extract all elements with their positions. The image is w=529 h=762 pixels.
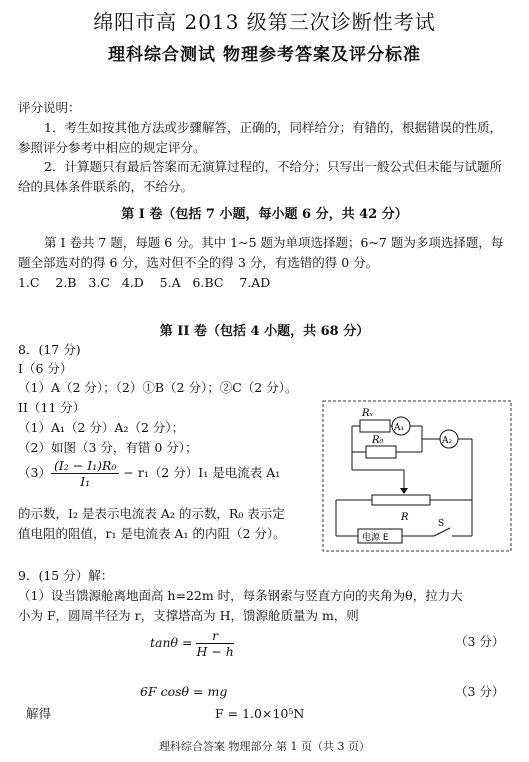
section1-title: 第 I 卷（包括 7 小题，每小题 6 分，共 42 分） [121, 207, 408, 222]
switch-label: S [438, 519, 445, 529]
section1-description: 第 I 卷共 7 题，每题 6 分。其中 1~5 题为单项选择题；6~7 题为多项选择题，每题全部选对的得 6 分，选对但不全的得 3 分，有选错的得 0 分。 [18, 235, 504, 270]
rx-label: Rₓ [362, 408, 374, 419]
q8-fraction [51, 458, 120, 489]
q9-heading: 9．(15 分）解： [18, 568, 114, 583]
slider-arrow [400, 488, 408, 494]
circuit-border [323, 401, 511, 551]
eq1-fraction [196, 628, 233, 659]
q8-part2-answer-1: （1）A₁（2 分）A₂（2 分）； [18, 420, 185, 435]
scoring-note-2: 2．计算题只有最后答案而无演算过程的，不给分；只写出一般公式但未能与试题所给的具体条件联系的，不给分。 [18, 159, 502, 194]
q8-part2-answer-3 [18, 458, 280, 489]
q8-part2-answer-3-suffix: − r₁（2 分）I₁ 是电流表 A₁ [119, 465, 281, 480]
r-label: R [401, 512, 409, 523]
eq1-denominator: H − h [196, 644, 234, 659]
q8-part1-heading: I（6 分） [18, 361, 73, 376]
page-title: 绵阳市高 2013 级第三次诊断性考试 [93, 10, 436, 34]
switch-s [434, 528, 450, 536]
section2-title: 第 II 卷（包括 4 小题，共 68 分） [159, 324, 370, 339]
q8-part2-answer-2: （2）如图（3 分，有错 0 分）； [18, 440, 198, 455]
a1-label: A₁ [394, 423, 405, 433]
circuit-diagram [322, 400, 512, 552]
q8-fraction-numerator: (I₂ − I₁)R₀ [51, 458, 120, 474]
eq1-left: tanθ = [150, 635, 193, 650]
q9-equation-1 [150, 628, 234, 659]
scoring-note-1: 1．考生如按其他方法或步骤解答，正确的，同样给分；有错的，根据错误的性质，参照评分参考中相应的规定评分。 [18, 120, 502, 155]
q8-heading: 8．(17 分) [18, 342, 81, 357]
source-label: 电源 E [362, 533, 389, 543]
a2-label: A₂ [442, 436, 453, 446]
q9-equation-2: 6F cosθ = mg [140, 684, 228, 699]
q9-line-2: 小为 F，圆周半径为 r，支撑塔高为 H，馈源舱质量为 m，则 [18, 608, 359, 623]
q8-part2-heading: II（11 分） [18, 400, 86, 415]
r0-label: R₀ [372, 435, 384, 446]
resistor-rx [360, 420, 390, 432]
q8-part2-answer-3-prefix: （3） [18, 465, 51, 480]
solve-label: 解得 [26, 706, 52, 721]
q8-fraction-denominator: I₁ [80, 474, 91, 489]
scoring-notes-heading: 评分说明： [18, 100, 81, 115]
solve-value: F = 1.0×10⁵N [215, 706, 305, 721]
eq1-numerator: r [196, 628, 233, 644]
q8-part2-answer-4: 的示数，I₂ 是表示电流表 A₂ 的示数，R₀ 表示定 [18, 506, 285, 521]
section1-answers: 1.C 2.B 3.C 4.D 5.A 6.BC 7.AD [18, 275, 271, 290]
q8-part2-answer-5: 值电阻的阻值，r₁ 是电流表 A₁ 的内阻（2 分）。 [18, 526, 286, 541]
rheostat-r [372, 495, 430, 505]
eq2-score: （3 分） [455, 684, 505, 699]
resistor-r0 [366, 446, 396, 458]
q8-part1-answer: （1）A（2 分）；（2）①B（2 分）；②C（2 分）。 [18, 380, 298, 395]
eq1-score: （3 分） [455, 634, 505, 649]
page-footer: 理科综合答案 物理部分 第 1 页（共 3 页） [159, 740, 370, 753]
page-subtitle: 理科综合测试 物理参考答案及评分标准 [108, 45, 421, 65]
q9-line-1: （1）设当馈源舱离地面高 h=22m 时，每条钢索与竖直方向的夹角为θ，拉力大 [18, 588, 463, 603]
